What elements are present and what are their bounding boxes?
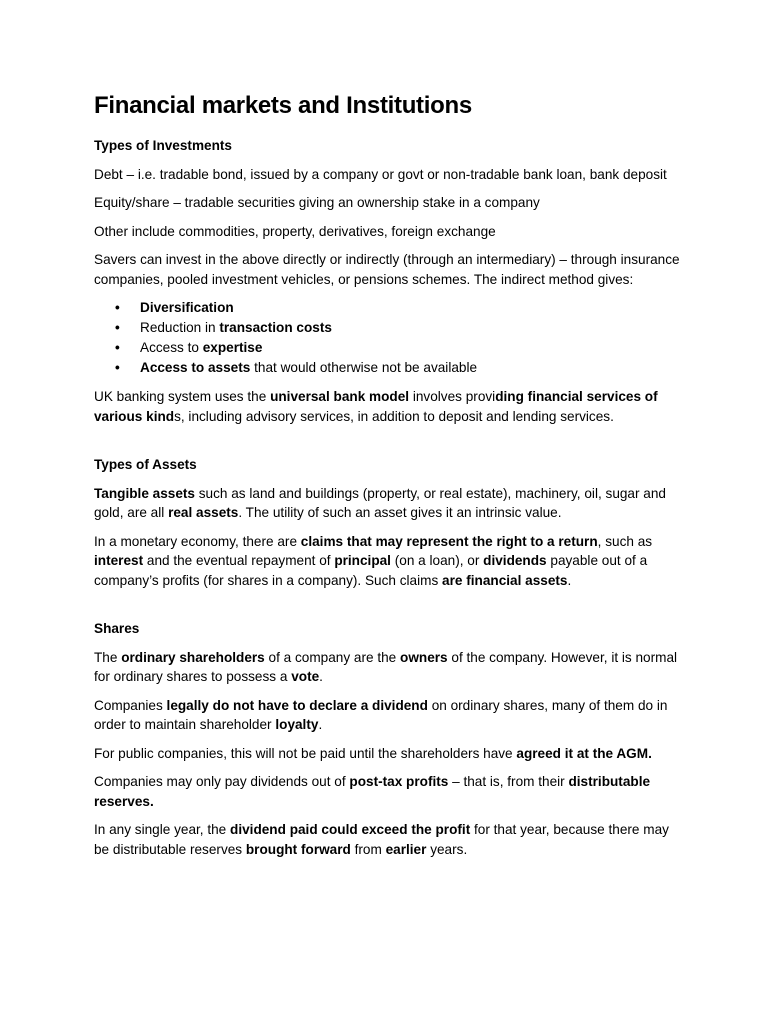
text-run: The (94, 649, 122, 665)
text-run: from (350, 841, 386, 857)
bold-text-run: legally do not have to declare a dividend (166, 697, 428, 713)
bold-text-run: ding financial services of various kind (94, 389, 658, 424)
bold-text-run: dividends (483, 553, 547, 568)
bold-text-run: principal (334, 553, 391, 568)
paragraph-equity (94, 193, 684, 213)
bold-text-run: owners (400, 649, 448, 665)
heading-types-of-investments: Types of Investments (94, 138, 232, 153)
bullet-icon: • (115, 340, 120, 355)
text-run: Savers can invest in the above directly or indirectly (through an intermediary) – through insurance companies, pooled investment vehicles, or pensions schemes. The indirect method gives: (94, 252, 680, 287)
text-run: In any single year, the (94, 822, 231, 837)
list-item (94, 318, 684, 338)
bullet-icon: • (115, 360, 120, 375)
list-item-text (140, 360, 477, 375)
bold-text-run: loyalty (275, 717, 319, 732)
list-item-text (140, 300, 234, 315)
bold-text-run: brought forward (245, 841, 351, 857)
list-item (94, 338, 684, 358)
text-run: In a monetary economy, there are (94, 533, 301, 549)
text-run: s, including advisory services, in addition to deposit and lending services. (174, 408, 614, 424)
benefits-list (94, 298, 684, 378)
text-run: . The utility of such an asset gives it an intrinsic value. (238, 505, 562, 520)
bold-text-run: Tangible assets (94, 485, 195, 501)
heading-shares: Shares (94, 621, 140, 636)
paragraph-single-year (94, 820, 684, 859)
text-run: for that year, because there may be distributable reserves (94, 822, 669, 857)
bold-text-run: Access to assets (140, 360, 251, 375)
list-item (94, 358, 684, 378)
bold-text-run: earlier (385, 841, 427, 857)
text-run: (on a loan), or (390, 553, 484, 568)
text-run: involves provi (409, 389, 496, 404)
list-item-text (140, 320, 332, 335)
paragraph-ordinary-shareholders (94, 648, 684, 687)
paragraph-dividend-legality (94, 696, 684, 735)
text-run: . (567, 572, 572, 588)
bold-text-run: dividend paid could exceed the profit (230, 822, 471, 837)
bold-text-run: real assets (168, 505, 239, 520)
section-spacer (94, 599, 684, 619)
paragraph-other (94, 222, 684, 242)
bold-text-run: expertise (202, 340, 263, 355)
paragraph-monetary-economy (94, 532, 684, 591)
bold-text-run: claims that may represent the right to a return (300, 533, 598, 549)
bold-text-run: vote (291, 669, 320, 684)
paragraph-post-tax-profits (94, 772, 684, 811)
section-spacer (94, 435, 684, 455)
bold-text-run: distributable reserves. (94, 774, 651, 809)
text-run: Companies may only pay dividends out of (94, 774, 350, 789)
paragraph-savers (94, 250, 684, 289)
text-run: . (319, 669, 323, 684)
text-run: Other include commodities, property, derivatives, foreign exchange (94, 223, 496, 239)
document-title: Financial markets and Institutions (94, 92, 472, 119)
text-run: – that is, from their (448, 774, 569, 789)
text-run: of a company are the (264, 649, 401, 665)
text-run: of the company. However, it is normal for ordinary shares to possess a (94, 649, 678, 684)
heading-types-of-assets: Types of Assets (94, 457, 197, 472)
paragraph-tangible-assets (94, 484, 684, 523)
text-run: Debt – i.e. tradable bond, issued by a company or govt or non-tradable bank loan, bank deposit (94, 166, 667, 182)
bullet-icon: • (115, 320, 120, 335)
text-run: Companies (94, 697, 167, 713)
bullet-icon: • (115, 300, 120, 315)
text-run: that would otherwise not be available (250, 360, 478, 375)
list-item-text (140, 340, 262, 355)
bold-text-run: post-tax profits (349, 774, 449, 789)
text-run: For public companies, this will not be paid until the shareholders have (94, 745, 517, 761)
text-run: Reduction in (140, 320, 220, 335)
bold-text-run: are financial assets (442, 572, 568, 588)
bold-text-run: agreed it at the AGM. (516, 745, 652, 761)
text-run: UK banking system uses the (94, 389, 271, 404)
bold-text-run: universal bank model (270, 389, 410, 404)
bold-text-run: ordinary shareholders (121, 649, 265, 665)
bold-text-run: transaction costs (219, 320, 332, 335)
bold-text-run: Diversification (140, 300, 234, 315)
text-run: on ordinary shares, many of them do in order to maintain shareholder (94, 697, 668, 732)
text-run: years. (426, 841, 468, 857)
bold-text-run: interest (94, 553, 144, 568)
paragraph-debt (94, 165, 684, 185)
text-run: , such as (597, 533, 653, 549)
list-item (94, 298, 684, 318)
text-run: Access to (140, 340, 203, 355)
paragraph-public-companies (94, 744, 684, 764)
text-run: . (318, 717, 323, 732)
text-run: and the eventual repayment of (143, 553, 335, 568)
text-run: payable out of a company’s profits (for shares in a company). Such claims (94, 553, 648, 588)
text-run: such as land and buildings (property, or real estate), machinery, oil, sugar and gold, are all (94, 485, 666, 520)
text-run: Equity/share – tradable securities giving an ownership stake in a company (94, 195, 540, 210)
paragraph-uk-banking (94, 387, 684, 426)
